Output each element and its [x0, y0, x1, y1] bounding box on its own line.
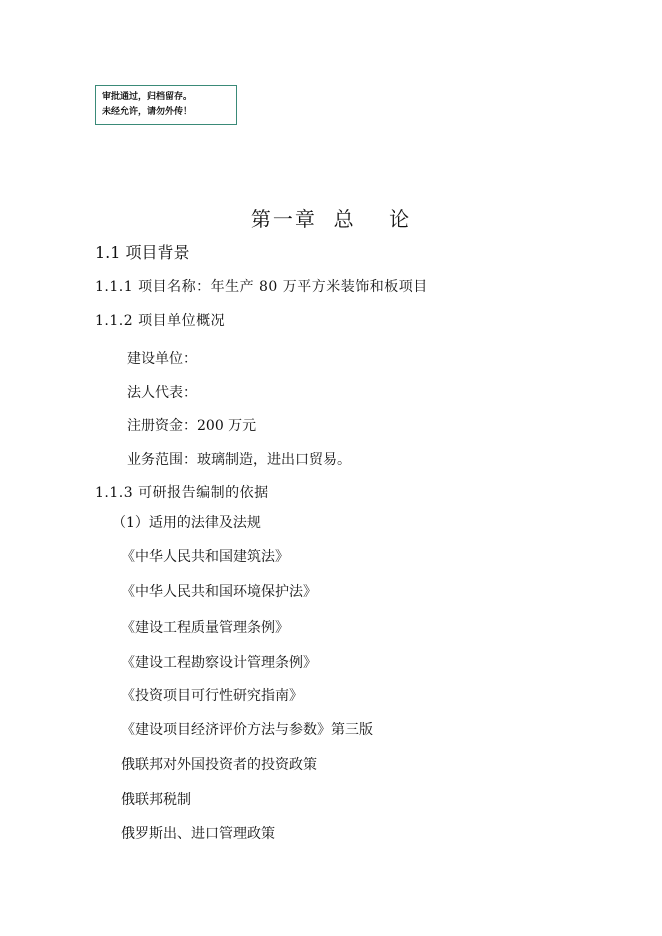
chapter-title: 第一章 总 论 [250, 207, 412, 231]
section-heading-1-1-3: 1.1.3 可研报告编制的依据 [95, 485, 269, 501]
law-item: 俄罗斯出、进口管理政策 [121, 826, 275, 842]
law-item: 俄联邦税制 [121, 792, 191, 808]
law-item: 《建设工程勘察设计管理条例》 [121, 655, 317, 671]
section-heading-1-1: 1.1 项目背景 [95, 243, 190, 262]
law-item: 《投资项目可行性研究指南》 [121, 688, 303, 704]
law-item: 《中华人民共和国环境保护法》 [121, 584, 317, 600]
law-item: 《中华人民共和国建筑法》 [121, 549, 289, 565]
law-item: 《建设工程质量管理条例》 [121, 620, 289, 636]
business-scope-text: 业务范围：玻璃制造，进出口贸易。 [127, 452, 351, 468]
law-item: 《建设项目经济评价方法与参数》第三版 [121, 722, 373, 738]
legal-rep-label: 法人代表： [127, 385, 197, 401]
stamp-line-1: 审批通过，归档留存。 [102, 92, 193, 102]
builder-label: 建设单位： [127, 351, 197, 367]
section-heading-1-1-1: 1.1.1 项目名称：年生产 80 万平方米装饰和板项目 [95, 279, 428, 295]
approval-stamp [95, 85, 237, 125]
stamp-line-2: 未经允许，请勿外传！ [102, 107, 193, 117]
section-heading-1-1-2: 1.1.2 项目单位概况 [95, 313, 226, 329]
capital-text: 注册资金：200 万元 [127, 418, 257, 434]
subsection-laws: （1）适用的法律及法规 [112, 515, 261, 531]
law-item: 俄联邦对外国投资者的投资政策 [121, 757, 317, 773]
